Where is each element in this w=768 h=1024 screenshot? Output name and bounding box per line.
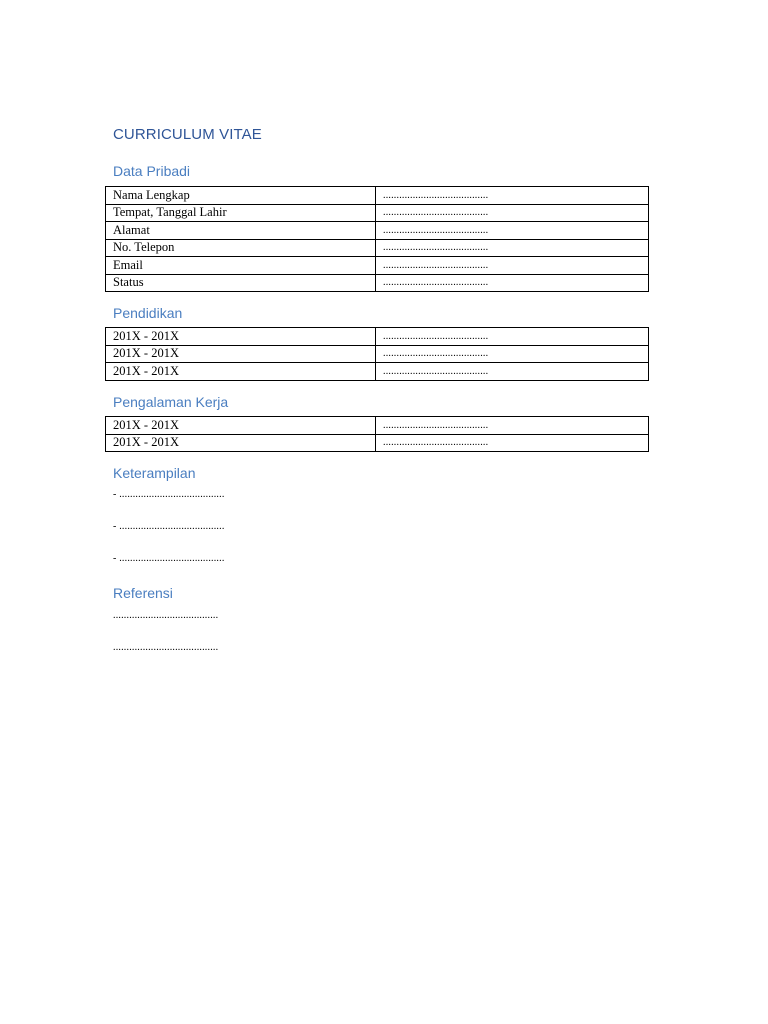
table-row: [106, 274, 649, 292]
row-label: Nama Lengkap: [106, 187, 376, 205]
table-row: [106, 328, 649, 346]
row-value: .......................................: [376, 363, 649, 381]
reference-item: .......................................: [113, 642, 219, 653]
row-label: Tempat, Tanggal Lahir: [106, 204, 376, 222]
heading-data-pribadi: Data Pribadi: [113, 163, 191, 179]
row-label: Status: [106, 274, 376, 292]
table-row: [106, 345, 649, 363]
table-row: [106, 417, 649, 435]
row-label: 201X - 201X: [106, 363, 376, 381]
row-value: .......................................: [376, 274, 649, 292]
heading-pendidikan: Pendidikan: [113, 305, 183, 321]
table-row: [106, 187, 649, 205]
table-row: [106, 363, 649, 381]
row-label: No. Telepon: [106, 239, 376, 257]
row-value: .......................................: [376, 434, 649, 452]
document-title: CURRICULUM VITAE: [113, 126, 262, 143]
row-label: 201X - 201X: [106, 328, 376, 346]
row-value: .......................................: [376, 328, 649, 346]
row-value: .......................................: [376, 257, 649, 275]
skill-item: - .......................................: [113, 553, 225, 564]
row-value: .......................................: [376, 204, 649, 222]
skill-item: - .......................................: [113, 489, 225, 500]
table-pendidikan: [105, 327, 649, 381]
table-row: [106, 239, 649, 257]
table-pengalaman-kerja: [105, 416, 649, 452]
row-label: 201X - 201X: [106, 345, 376, 363]
row-value: .......................................: [376, 417, 649, 435]
reference-item: .......................................: [113, 610, 219, 621]
row-value: .......................................: [376, 222, 649, 240]
heading-referensi: Referensi: [113, 585, 173, 601]
heading-pengalaman-kerja: Pengalaman Kerja: [113, 394, 229, 410]
heading-keterampilan: Keterampilan: [113, 465, 196, 481]
row-label: Email: [106, 257, 376, 275]
table-row: [106, 222, 649, 240]
row-value: .......................................: [376, 187, 649, 205]
table-row: [106, 434, 649, 452]
row-label: Alamat: [106, 222, 376, 240]
row-value: .......................................: [376, 345, 649, 363]
table-row: [106, 204, 649, 222]
table-row: [106, 257, 649, 275]
row-value: .......................................: [376, 239, 649, 257]
table-data-pribadi: [105, 186, 649, 292]
skill-item: - .......................................: [113, 521, 225, 532]
row-label: 201X - 201X: [106, 417, 376, 435]
row-label: 201X - 201X: [106, 434, 376, 452]
